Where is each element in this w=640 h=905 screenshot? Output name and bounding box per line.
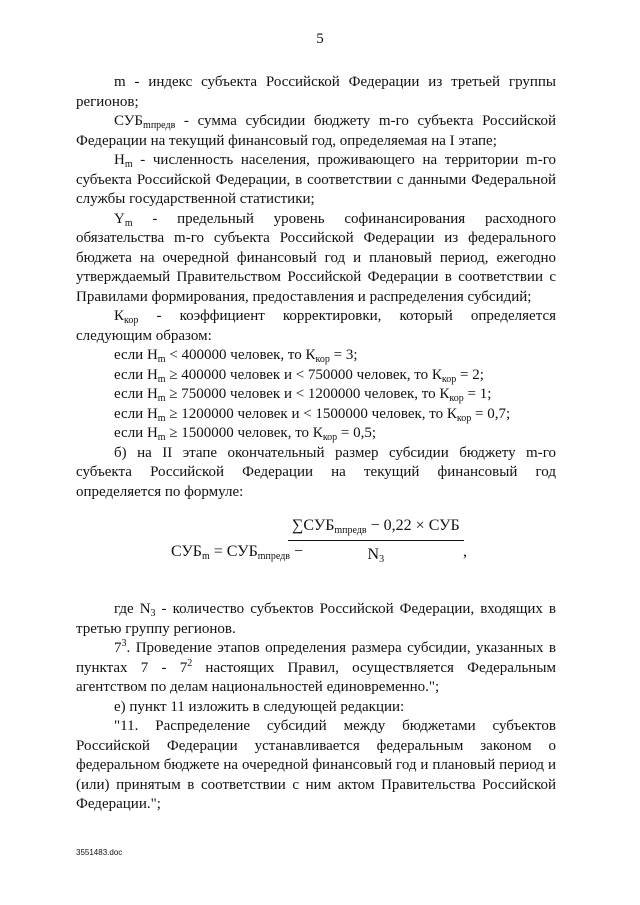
variable: К [114, 308, 125, 324]
paragraph-sub-mpredv [76, 112, 556, 151]
document-body [76, 73, 556, 815]
variable: Y [114, 210, 125, 227]
paragraph-population [76, 151, 556, 210]
variable: СУБ [114, 113, 144, 129]
paragraph-where-n3: где $N_3$ - количество субъектов Российской Федерации, входящих в третью группу регионов. [76, 601, 556, 637]
formula-denominator: $N_3$ [367, 545, 385, 565]
formula-numerator: $\sum СУБ_{mпредв} - 0,22$ × СУБ [288, 516, 464, 541]
definition-text: - коэффициент корректировки, который определяется следующим образом: [76, 308, 556, 344]
paragraph-item-e: е) пункт 11 изложить в следующей редакции: [114, 698, 405, 715]
subsidy-formula [76, 512, 556, 588]
paragraph-index-m: m - индекс субъекта Российской Федерации из третьей группы регионов; [76, 74, 556, 110]
paragraph-cofinancing-level [76, 210, 556, 308]
page-number: 5 [316, 31, 324, 47]
formula-lhs: $СУБ_m = СУБ_{mпредв}$ − [171, 543, 304, 562]
definition-text: - сумма субсидии бюджету m-го субъекта Российской Федерации на текущий финансовый год, определяемая на I этапе; [76, 113, 556, 149]
condition-line: если $Н_m \ge 1500000$ человек, то $К_{кор} = 0,5$; [114, 425, 377, 443]
condition-line: если $Н_m \ge 400000$ человек и < 750000 человек, то $К_{кор} = 2$; [114, 366, 484, 385]
variable-subscript: m [124, 159, 133, 170]
condition-line: если $Н_m < 400000$ человек, то $К_{кор} = 3$; [114, 347, 358, 365]
variable-subscript: mпредв [143, 120, 176, 131]
definition-text: - численность населения, проживающего на территории m-го субъекта Российской Федерации, в соответствии с данными Федеральной службы государственной статистики; [76, 152, 556, 207]
variable-subscript: m [124, 217, 133, 229]
formula-comma: , [463, 543, 467, 560]
paragraph-stage-two: б) на II этапе окончательный размер субсидии бюджету m-го субъекта Российской Федерации на текущий финансовый год определяется по формуле: [76, 444, 556, 500]
document-file-id: 3551483.doc [76, 848, 123, 857]
condition-line: если $Н_m \ge 750000$ человек и < 1200000 человек, то $К_{кор} = 1$; [114, 386, 492, 404]
formula-fraction [288, 516, 464, 564]
paragraph-11: "11. Распределение субсидий между бюджетами субъектов Российской Федерации устанавливается федеральным законом о федеральном бюджете на очередной финансовый год и плановый период и (или) принятым в соответствии с ним актом Правительства Российской Федерации."; [76, 718, 556, 812]
condition-line: если $Н_m \ge 1200000$ человек и < 1500000 человек, то $К_{кор} = 0,7$; [114, 405, 511, 424]
variable: Н [114, 152, 125, 168]
paragraph-7-3: $7^3$. Проведение этапов определения размера субсидии, указанных в пунктах $7 - 7^2$ настоящих Правил, осуществляется Федеральным агентством по делам национальностей единовременно."; [76, 638, 556, 695]
variable-subscript: кор [124, 315, 139, 326]
definition-text: - предельный уровень софинансирования расходного обязательства m-го субъекта Российской Федерации из федерального бюджета на очередной финансовый год и плановый период, ежегодно утверждаемый Правительством Российской Федерации в соответствии с Правилами формирования, предоставления и распределения субсидий; [76, 210, 556, 305]
paragraph-correction-coefficient [76, 307, 556, 346]
